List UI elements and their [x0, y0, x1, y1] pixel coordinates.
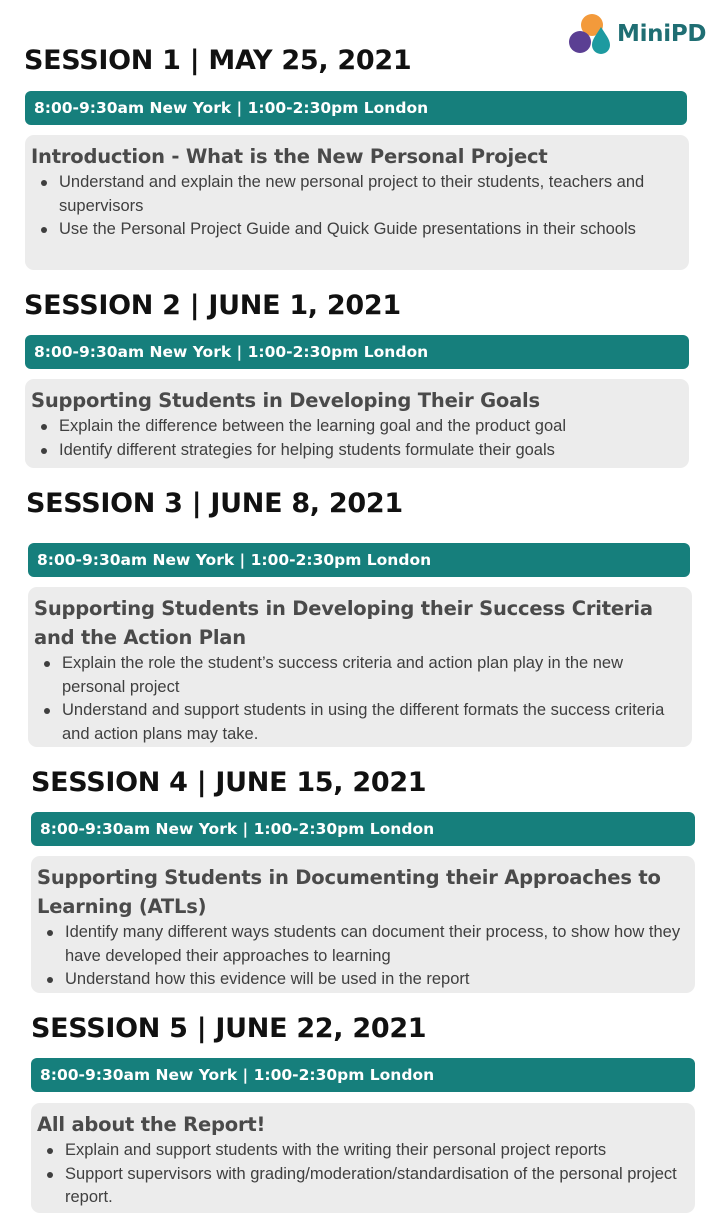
bullet-item: Understand and explain the new personal project to their students, teachers and supervisors [59, 171, 679, 218]
session-time-bar: 8:00-9:30am New York | 1:00-2:30pm London [31, 1058, 695, 1092]
session-title: Supporting Students in Developing their Success Criteria and the Action Plan [34, 597, 653, 649]
session-bullets [37, 921, 685, 992]
bullet-item: Support supervisors with grading/moderation/standardisation of the personal project report. [65, 1163, 685, 1210]
minipd-drops-icon [568, 12, 614, 56]
bullet-item: Use the Personal Project Guide and Quick Guide presentations in their schools [59, 218, 679, 242]
bullet-item: Explain the difference between the learning goal and the product goal [59, 415, 679, 439]
session-heading: SESSION 1 | MAY 25, 2021 [24, 45, 412, 76]
session-time-bar: 8:00-9:30am New York | 1:00-2:30pm London [25, 335, 689, 369]
session-card [25, 135, 689, 270]
session-bullets [34, 652, 682, 746]
session-bullets [37, 1139, 685, 1210]
session-title: Introduction - What is the New Personal Project [31, 145, 548, 168]
bullet-item: Understand how this evidence will be used in the report [65, 968, 685, 992]
session-heading: SESSION 5 | JUNE 22, 2021 [31, 1013, 427, 1044]
session-title: All about the Report! [37, 1113, 266, 1136]
session-title: Supporting Students in Developing Their Goals [31, 389, 540, 412]
session-card [31, 856, 695, 993]
bullet-item: Understand and support students in using the different formats the success criteria and action plans may take. [62, 699, 682, 746]
bullet-item: Identify many different ways students can document their process, to show how they have developed their approaches to learning [65, 921, 685, 968]
session-time-bar: 8:00-9:30am New York | 1:00-2:30pm London [25, 91, 687, 125]
session-heading: SESSION 2 | JUNE 1, 2021 [24, 290, 401, 321]
session-time-bar: 8:00-9:30am New York | 1:00-2:30pm London [28, 543, 690, 577]
session-card [25, 379, 689, 468]
session-heading: SESSION 4 | JUNE 15, 2021 [31, 767, 427, 798]
session-time-bar: 8:00-9:30am New York | 1:00-2:30pm London [31, 812, 695, 846]
session-card [28, 587, 692, 747]
session-card [31, 1103, 695, 1213]
bullet-item: Explain the role the student’s success criteria and action plan play in the new personal project [62, 652, 682, 699]
session-title: Supporting Students in Documenting their Approaches to Learning (ATLs) [37, 866, 661, 918]
bullet-item: Explain and support students with the writing their personal project reports [65, 1139, 685, 1163]
session-heading: SESSION 3 | JUNE 8, 2021 [26, 488, 403, 519]
session-bullets [31, 171, 679, 242]
session-bullets [31, 415, 679, 462]
brand-name: MiniPD [617, 21, 707, 47]
bullet-item: Identify different strategies for helping students formulate their goals [59, 439, 679, 463]
minipd-logo [568, 12, 716, 56]
